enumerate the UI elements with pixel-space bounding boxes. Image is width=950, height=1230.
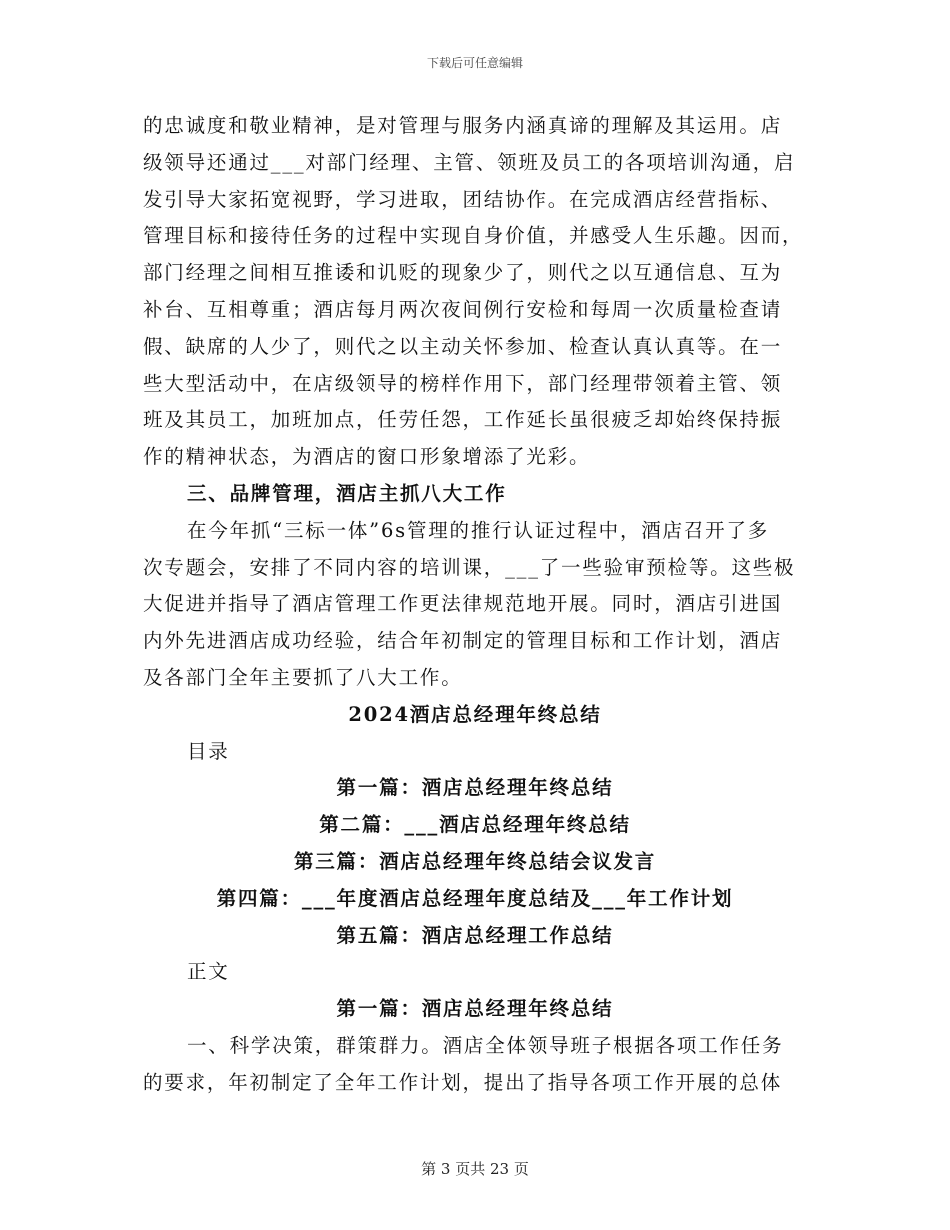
paragraph-1 <box>143 108 807 476</box>
toc-item: 第二篇：___酒店总经理年终总结 <box>319 813 631 837</box>
paragraph-3 <box>143 1028 807 1102</box>
text-line: 的要求，年初制定了全年工作计划，提出了指导各项工作开展的总体 <box>143 1070 783 1094</box>
page-footer: 第 3 页共 23 页 <box>421 1160 529 1178</box>
section-heading: 三、品牌管理，酒店主抓八大工作 <box>187 481 507 505</box>
text-line: 级领导还通过___对部门经理、主管、领班及员工的各项培训沟通，启 <box>143 150 796 174</box>
text-line: 班及其员工，加班加点，任劳任怨，工作延长虽很疲乏却始终保持振 <box>143 408 783 432</box>
document-body <box>143 108 807 1102</box>
toc-item: 第三篇：酒店总经理年终总结会议发言 <box>293 849 657 873</box>
toc-item: 第五篇：酒店总经理工作总结 <box>336 923 614 947</box>
text-line: 补台、互相尊重；酒店每月两次夜间例行安检和每周一次质量检查请 <box>143 297 783 321</box>
page-header: 下载后可任意编辑 <box>426 56 523 70</box>
text-line: 作的精神状态，为酒店的窗口形象增添了光彩。 <box>143 445 591 469</box>
document-title: 2024酒店总经理年终总结 <box>348 702 602 726</box>
text-line: 次专题会，安排了不同内容的培训课，___了一些验审预检等。这些极 <box>143 555 796 579</box>
text-line: 一、科学决策，群策群力。酒店全体领导班子根据各项工作任务 <box>187 1033 784 1057</box>
body-label: 正文 <box>187 960 230 984</box>
text-line: 的忠诚度和敬业精神，是对管理与服务内涵真谛的理解及其运用。店 <box>143 114 783 137</box>
toc-label: 目录 <box>187 739 230 763</box>
text-line: 部门经理之间相互推诿和讥贬的现象少了，则代之以互通信息、互为 <box>143 261 783 285</box>
paragraph-2 <box>143 513 807 697</box>
text-line: 内外先进酒店成功经验，结合年初制定的管理目标和工作计划，酒店 <box>143 629 783 653</box>
text-line: 大促进并指导了酒店管理工作更法律规范地开展。同时，酒店引进国 <box>143 592 783 616</box>
text-line: 及各部门全年主要抓了八大工作。 <box>143 665 463 689</box>
text-line: 假、缺席的人少了，则代之以主动关怀参加、检查认真认真等。在一 <box>143 334 783 358</box>
toc-item: 第一篇：酒店总经理年终总结 <box>336 776 614 800</box>
section-title: 第一篇：酒店总经理年终总结 <box>336 997 614 1021</box>
text-line: 在今年抓“三标一体”6s管理的推行认证过程中，酒店召开了多 <box>187 518 770 542</box>
toc-item: 第四篇：___年度酒店总经理年度总结及___年工作计划 <box>216 886 734 910</box>
text-line: 发引导大家拓宽视野，学习进取，团结协作。在完成酒店经营指标、 <box>143 187 783 211</box>
text-line: 管理目标和接待任务的过程中实现自身价值，并感受人生乐趣。因而， <box>143 224 804 248</box>
text-line: 些大型活动中，在店级领导的榜样作用下，部门经理带领着主管、领 <box>143 371 783 395</box>
